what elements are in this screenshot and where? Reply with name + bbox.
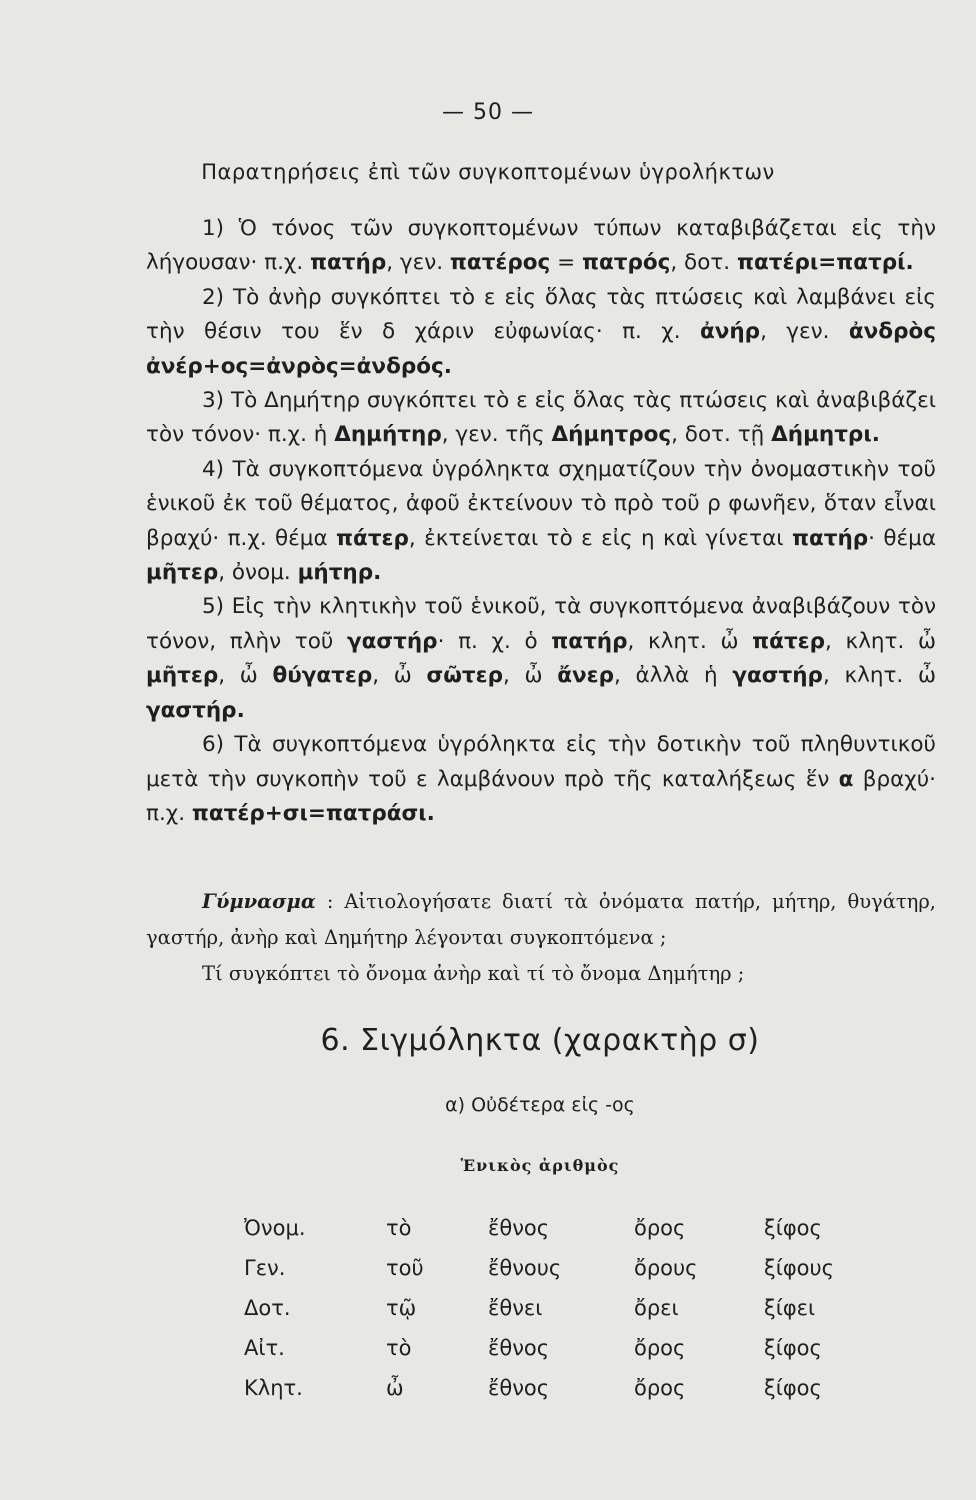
bold-example: Δήμητρος: [551, 422, 672, 448]
bold-example: ἀνδρὸς ἀνέρ+ος=ἀνρὸς=ἀνδρός.: [146, 319, 936, 379]
bold-example: πατέρι=πατρί.: [736, 250, 914, 276]
bold-example: θύγατερ: [272, 663, 373, 689]
rule-paragraph: [146, 212, 936, 281]
rule-paragraph: [146, 384, 936, 453]
bold-example: πατήρ: [791, 525, 869, 551]
number-heading: Ἑνικὸς ἀριθμὸς: [460, 1156, 620, 1175]
page-number: — 50 —: [442, 100, 534, 125]
rule-paragraph: [146, 453, 936, 591]
rule-text: 2) Τὸ ἀνὴρ συγκόπτει τὸ ε εἰς ὅλας τὰς πτώσεις καὶ λαμβάνει εἰς τὴν θέσιν του ἕν δ χάριν εὐφωνίας· π. χ.: [146, 284, 936, 345]
bold-example: σῶτερ: [426, 663, 503, 689]
case-label: Δοτ.: [244, 1296, 291, 1320]
rule-text: , ὦ: [218, 663, 273, 689]
article-cell: ὦ: [386, 1376, 404, 1400]
article-cell: τὸ: [386, 1216, 412, 1240]
noun-cell: ἔθνος: [488, 1216, 550, 1240]
bold-example: γαστήρ: [346, 628, 438, 654]
rule-text: 4) Τὰ συγκοπτόμενα ὑγρόληκτα σχηματίζουν τὴν ὀνομαστικὴν τοῦ ἑνικοῦ ἐκ τοῦ θέματος, ἀφοῦ ἐκτείνουν τὸ πρὸ τοῦ ρ φωνῆεν, ὅταν εἶναι βραχύ· π.χ. θέμα: [146, 456, 936, 551]
article-cell: τὸ: [386, 1336, 412, 1360]
declension-table: [244, 1208, 864, 1408]
rule-text: , ἀλλὰ ἡ: [614, 663, 733, 689]
rule-text: =: [550, 250, 582, 276]
exercise-label: Γύμνασμα: [202, 890, 316, 913]
rule-text: βραχύ· π.χ.: [146, 766, 936, 826]
bold-example: πάτερ: [752, 628, 826, 654]
bold-example: Δημήτηρ: [334, 422, 442, 448]
noun-cell: ἔθνος: [488, 1336, 550, 1360]
noun-cell: ἔθνει: [488, 1296, 543, 1320]
rule-text: , κλητ. ὦ: [627, 628, 753, 654]
rule-text: 6) Τὰ συγκοπτόμενα ὑγρόληκτα εἰς τὴν δοτικὴν τοῦ πληθυντικοῦ μετὰ τὴν συγκοπὴν τοῦ ε λαμβάνουν πρὸ τῆς καταλήξεως ἕν: [146, 732, 936, 792]
rule-paragraph: [146, 590, 936, 728]
rule-paragraph: [146, 728, 936, 831]
section-heading: Παρατηρήσεις ἐπὶ τῶν συγκοπτομένων ὑγρολήκτων: [201, 160, 775, 184]
bold-example: μῆτερ: [146, 663, 219, 689]
noun-cell: ὄρος: [634, 1376, 686, 1400]
exercise-paragraph: [146, 884, 936, 956]
bold-example: γαστήρ: [732, 663, 823, 689]
bold-example: πατέρ+σι=πατράσι.: [191, 800, 435, 826]
noun-cell: ἔθνος: [488, 1376, 550, 1400]
article-cell: τῷ: [386, 1296, 417, 1320]
rules-text: [146, 212, 936, 831]
rule-text: 3) Τὸ Δημήτηρ συγκόπτει τὸ ε εἰς ὅλας τὰς πτώσεις καὶ ἀναβιβάζει τὸν τόνον· π.χ. ἡ: [146, 388, 936, 448]
table-row: [244, 1208, 864, 1248]
rule-text: , δοτ. τῇ: [671, 422, 772, 448]
rule-text: 1) Ὁ τόνος τῶν συγκοπτομένων τύπων καταβιβάζεται εἰς τὴν λήγουσαν· π.χ.: [146, 216, 936, 276]
bold-example: μῆτερ: [146, 560, 219, 586]
table-row: [244, 1288, 864, 1328]
rule-text: , γεν.: [760, 319, 849, 345]
case-label: Αἰτ.: [244, 1336, 285, 1360]
bold-example: μήτηρ.: [297, 560, 382, 586]
bold-example: πατρός: [581, 250, 671, 276]
noun-cell: ὄρους: [634, 1256, 698, 1280]
rule-text: , γεν.: [386, 250, 450, 276]
exercise-text: : Αἰτιολογήσατε διατί τὰ ὀνόματα πατήρ, μήτηρ, θυγάτηρ, γαστήρ, ἀνὴρ καὶ Δημήτηρ λέγονται συγκοπτόμενα ;: [146, 890, 937, 949]
bold-example: γαστήρ.: [146, 697, 245, 723]
bold-example: ἀνήρ: [699, 319, 761, 345]
bold-example: πατήρ: [310, 250, 387, 276]
rule-text: , ἐκτείνεται τὸ ε εἰς η καὶ γίνεται: [408, 525, 792, 551]
article-cell: τοῦ: [386, 1256, 424, 1280]
noun-cell: ὄρος: [634, 1336, 686, 1360]
noun-cell: ξίφος: [764, 1376, 822, 1400]
case-label: Γεν.: [244, 1256, 286, 1280]
noun-cell: ξίφει: [764, 1296, 816, 1320]
exercise-question: Τί συγκόπτει τὸ ὄνομα ἀνὴρ καὶ τί τὸ ὄνομα Δημήτηρ ;: [202, 962, 745, 985]
rule-text: , ὦ: [372, 663, 427, 689]
rule-text: 5) Εἰς τὴν κλητικὴν τοῦ ἑνικοῦ, τὰ συγκοπτόμενα ἀναβιβάζουν τὸν τόνον, πλὴν τοῦ: [146, 594, 936, 654]
bold-example: Δήμητρι.: [771, 422, 880, 448]
bold-example: πάτερ: [336, 525, 409, 551]
noun-cell: ὄρει: [634, 1296, 679, 1320]
rule-text: , γεν. τῆς: [441, 422, 552, 448]
chapter-subtitle: α) Οὐδέτερα εἰς -ος: [445, 1094, 635, 1116]
rule-text: , δοτ.: [670, 250, 737, 276]
table-row: [244, 1368, 864, 1408]
bold-example: α: [838, 766, 854, 792]
noun-cell: ξίφος: [764, 1216, 822, 1240]
rule-text: · θέμα: [868, 525, 936, 551]
bold-example: πατέρος: [449, 250, 551, 276]
case-label: Κλητ.: [244, 1376, 303, 1400]
rule-paragraph: [146, 281, 936, 384]
rule-text: , κλητ. ὦ: [822, 663, 936, 689]
exercise-block: [146, 884, 936, 992]
rule-text: , ὀνομ.: [218, 560, 298, 586]
case-label: Ὀνομ.: [244, 1216, 306, 1240]
rule-text: , ὦ: [503, 663, 558, 689]
noun-cell: ὄρος: [634, 1216, 686, 1240]
table-row: [244, 1248, 864, 1288]
rule-text: , κλητ. ὦ: [825, 628, 937, 654]
noun-cell: ἔθνους: [488, 1256, 562, 1280]
table-row: [244, 1328, 864, 1368]
noun-cell: ξίφους: [764, 1256, 834, 1280]
noun-cell: ξίφος: [764, 1336, 822, 1360]
chapter-title: 6. Σιγμόληκτα (χαρακτὴρ σ): [320, 1023, 760, 1058]
bold-example: πατήρ: [551, 628, 628, 654]
rule-text: · π. χ. ὁ: [437, 628, 552, 654]
bold-example: ἄνερ: [557, 663, 615, 689]
